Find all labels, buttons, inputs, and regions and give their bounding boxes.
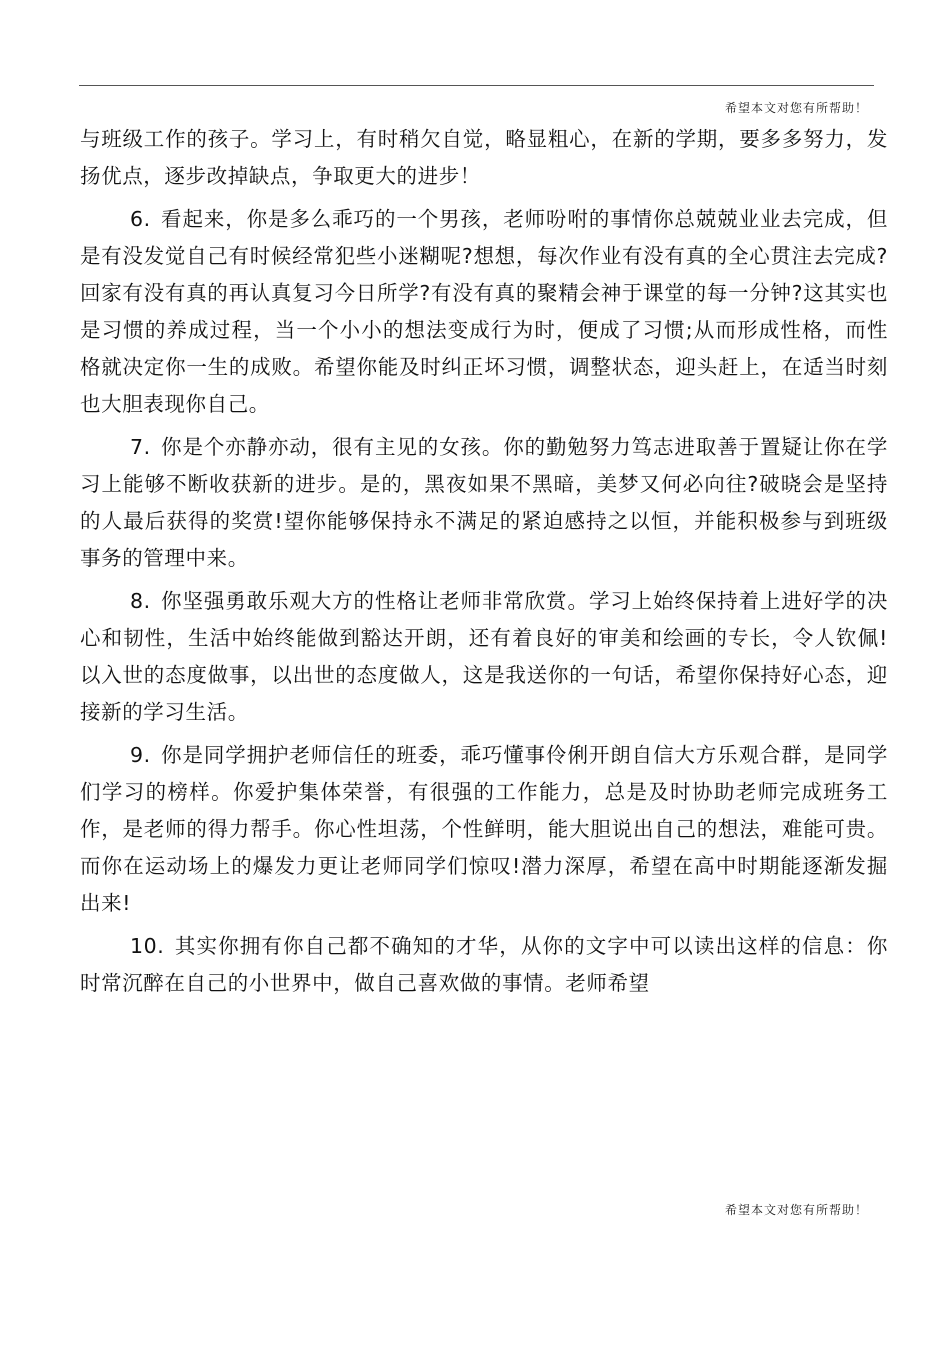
paragraph-number: 8. — [130, 589, 151, 613]
paragraph-number: 6. — [130, 207, 151, 231]
paragraph-text: 你是个亦静亦动，很有主见的女孩。你的勤勉努力笃志进取善于置疑让你在学习上能够不断收获新的进步。是的，黑夜如果不黑暗，美梦又何必向往?破晓会是坚持的人最后获得的奖赏!望你能够保持永不满足的紧迫感持之以恒，并能积极参与到班级事务的管理中来。 — [80, 435, 888, 570]
paragraph-number: 7. — [130, 435, 151, 459]
header-rule — [79, 85, 874, 86]
paragraph-number: 10. — [130, 934, 165, 958]
paragraph-7 — [80, 429, 888, 577]
paragraph-9 — [80, 737, 888, 922]
paragraph-number: 9. — [130, 743, 151, 767]
paragraph-text: 你坚强勇敢乐观大方的性格让老师非常欣赏。学习上始终保持着上进好学的决心和韧性，生活中始终能做到豁达开朗，还有着良好的审美和绘画的专长，令人钦佩!以入世的态度做事，以出世的态度做人，这是我送你的一句话，希望你保持好心态，迎接新的学习生活。 — [80, 589, 888, 724]
document-body — [80, 121, 888, 1008]
paragraph-8 — [80, 583, 888, 731]
footer-note: 希望本文对您有所帮助！ — [724, 1203, 868, 1217]
paragraph-text: 看起来，你是多么乖巧的一个男孩，老师吩咐的事情你总兢兢业业去完成，但是有没发觉自己有时候经常犯些小迷糊呢?想想，每次作业有没有真的全心贯注去完成?回家有没有真的再认真复习今日所学?有没有真的聚精会神于课堂的每一分钟?这其实也是习惯的养成过程，当一个小小的想法变成行为时，便成了习惯;从而形成性格，而性格就决定你一生的成败。希望你能及时纠正坏习惯，调整状态，迎头赶上，在适当时刻也大胆表现你自己。 — [80, 207, 888, 416]
paragraph-10 — [80, 928, 888, 1002]
header-note: 希望本文对您有所帮助！ — [724, 101, 868, 115]
paragraph-text: 与班级工作的孩子。学习上，有时稍欠自觉，略显粗心，在新的学期，要多多努力，发扬优点，逐步改掉缺点，争取更大的进步！ — [80, 127, 888, 188]
paragraph-text: 其实你拥有你自己都不确知的才华，从你的文字中可以读出这样的信息：你时常沉醉在自己的小世界中，做自己喜欢做的事情。老师希望 — [80, 934, 888, 995]
paragraph-text: 你是同学拥护老师信任的班委，乖巧懂事伶俐开朗自信大方乐观合群，是同学们学习的榜样。你爱护集体荣誉，有很强的工作能力，总是及时协助老师完成班务工作，是老师的得力帮手。你心性坦荡，个性鲜明，能大胆说出自己的想法，难能可贵。而你在运动场上的爆发力更让老师同学们惊叹!潜力深厚，希望在高中时期能逐渐发掘出来! — [80, 743, 888, 915]
paragraph-continuation — [80, 121, 888, 195]
paragraph-6 — [80, 201, 888, 423]
